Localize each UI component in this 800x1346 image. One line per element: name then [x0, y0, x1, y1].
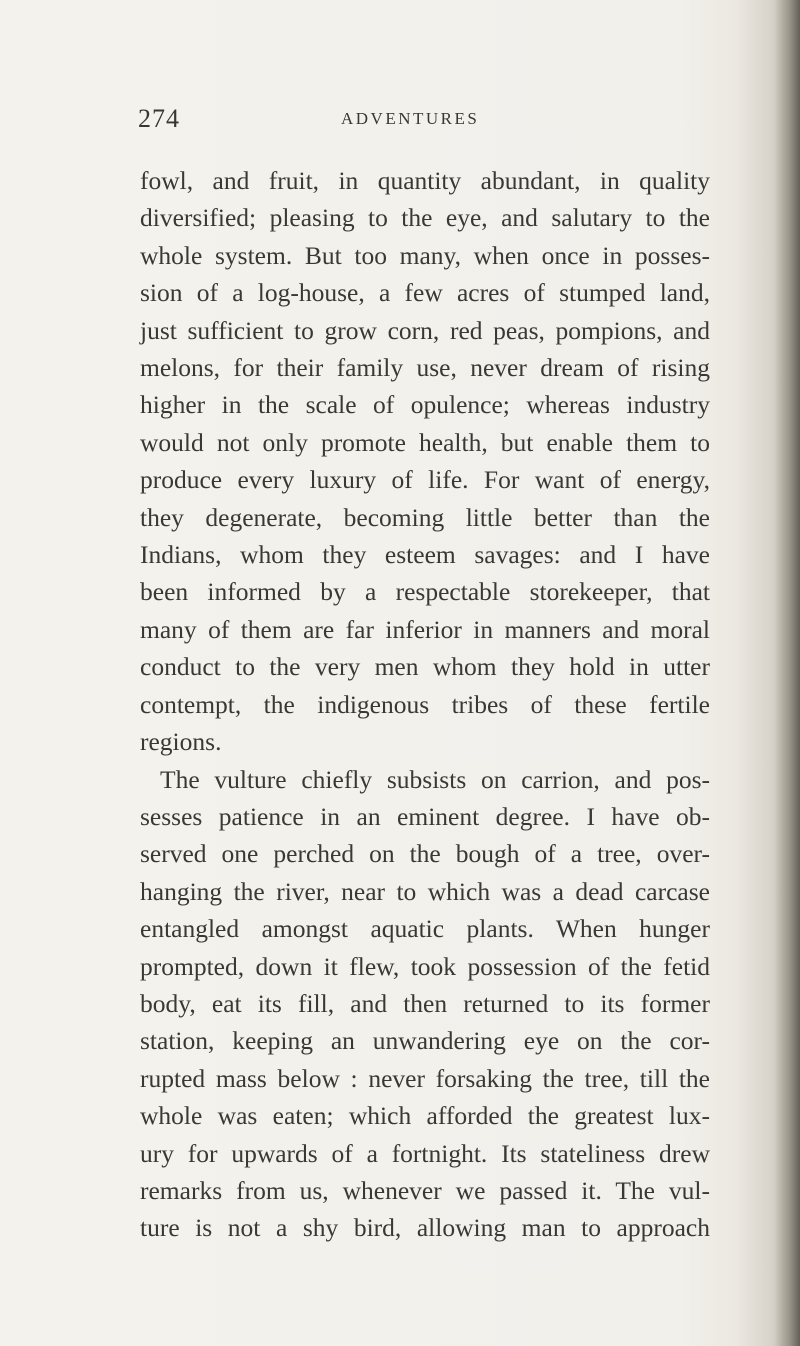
text-line: conduct to the very men whom they hold in utter	[140, 652, 710, 682]
page-edge-shadow	[774, 0, 800, 1346]
running-head: ADVENTURES	[341, 109, 480, 128]
text-line: regions.	[140, 727, 222, 757]
text-line: ury for upwards of a fortnight. Its stateliness drew	[140, 1138, 710, 1168]
text-line: Indians, whom they esteem savages: and I have	[140, 540, 710, 570]
page-number: 274	[138, 104, 180, 133]
text-line: diversified; pleasing to the eye, and salutary to the	[140, 203, 710, 233]
page-header	[138, 104, 698, 144]
text-line: they degenerate, becoming little better than the	[140, 502, 710, 532]
text-line: sesses patience in an eminent degree. I have ob-	[140, 801, 710, 831]
text-line: served one perched on the bough of a tree, over-	[140, 839, 710, 869]
text-line: whole system. But too many, when once in posses-	[140, 240, 710, 270]
text-line: produce every luxury of life. For want of energy,	[140, 465, 710, 495]
text-line: rupted mass below : never forsaking the tree, till the	[140, 1063, 710, 1093]
text-line: just sufficient to grow corn, red peas, pompions, and	[140, 315, 710, 345]
text-line: remarks from us, whenever we passed it. The vul-	[140, 1175, 710, 1205]
text-line: body, eat its fill, and then returned to its former	[140, 988, 710, 1018]
text-line: prompted, down it flew, took possession of the fetid	[140, 951, 710, 981]
text-line: ture is not a shy bird, allowing man to approach	[140, 1213, 710, 1243]
text-line: melons, for their family use, never dream of rising	[140, 353, 710, 383]
text-line: contempt, the indigenous tribes of these fertile	[140, 689, 710, 719]
text-line: station, keeping an unwandering eye on the cor-	[140, 1026, 710, 1056]
text-line: hanging the river, near to which was a dead carcase	[140, 876, 710, 906]
paragraph-start-line: The vulture chiefly subsists on carrion, and pos-	[160, 764, 710, 794]
text-line: many of them are far inferior in manners and moral	[140, 614, 710, 644]
text-line: fowl, and fruit, in quantity abundant, in quality	[140, 166, 710, 195]
text-line: would not only promote health, but enable them to	[140, 427, 710, 457]
text-line: higher in the scale of opulence; whereas industry	[140, 390, 710, 420]
text-line: whole was eaten; which afforded the greatest lux-	[140, 1101, 710, 1131]
body-text	[140, 162, 710, 1247]
text-line: entangled amongst aquatic plants. When hunger	[140, 914, 710, 944]
text-line: sion of a log-house, a few acres of stumped land,	[140, 278, 710, 308]
text-line: been informed by a respectable storekeeper, that	[140, 577, 710, 607]
